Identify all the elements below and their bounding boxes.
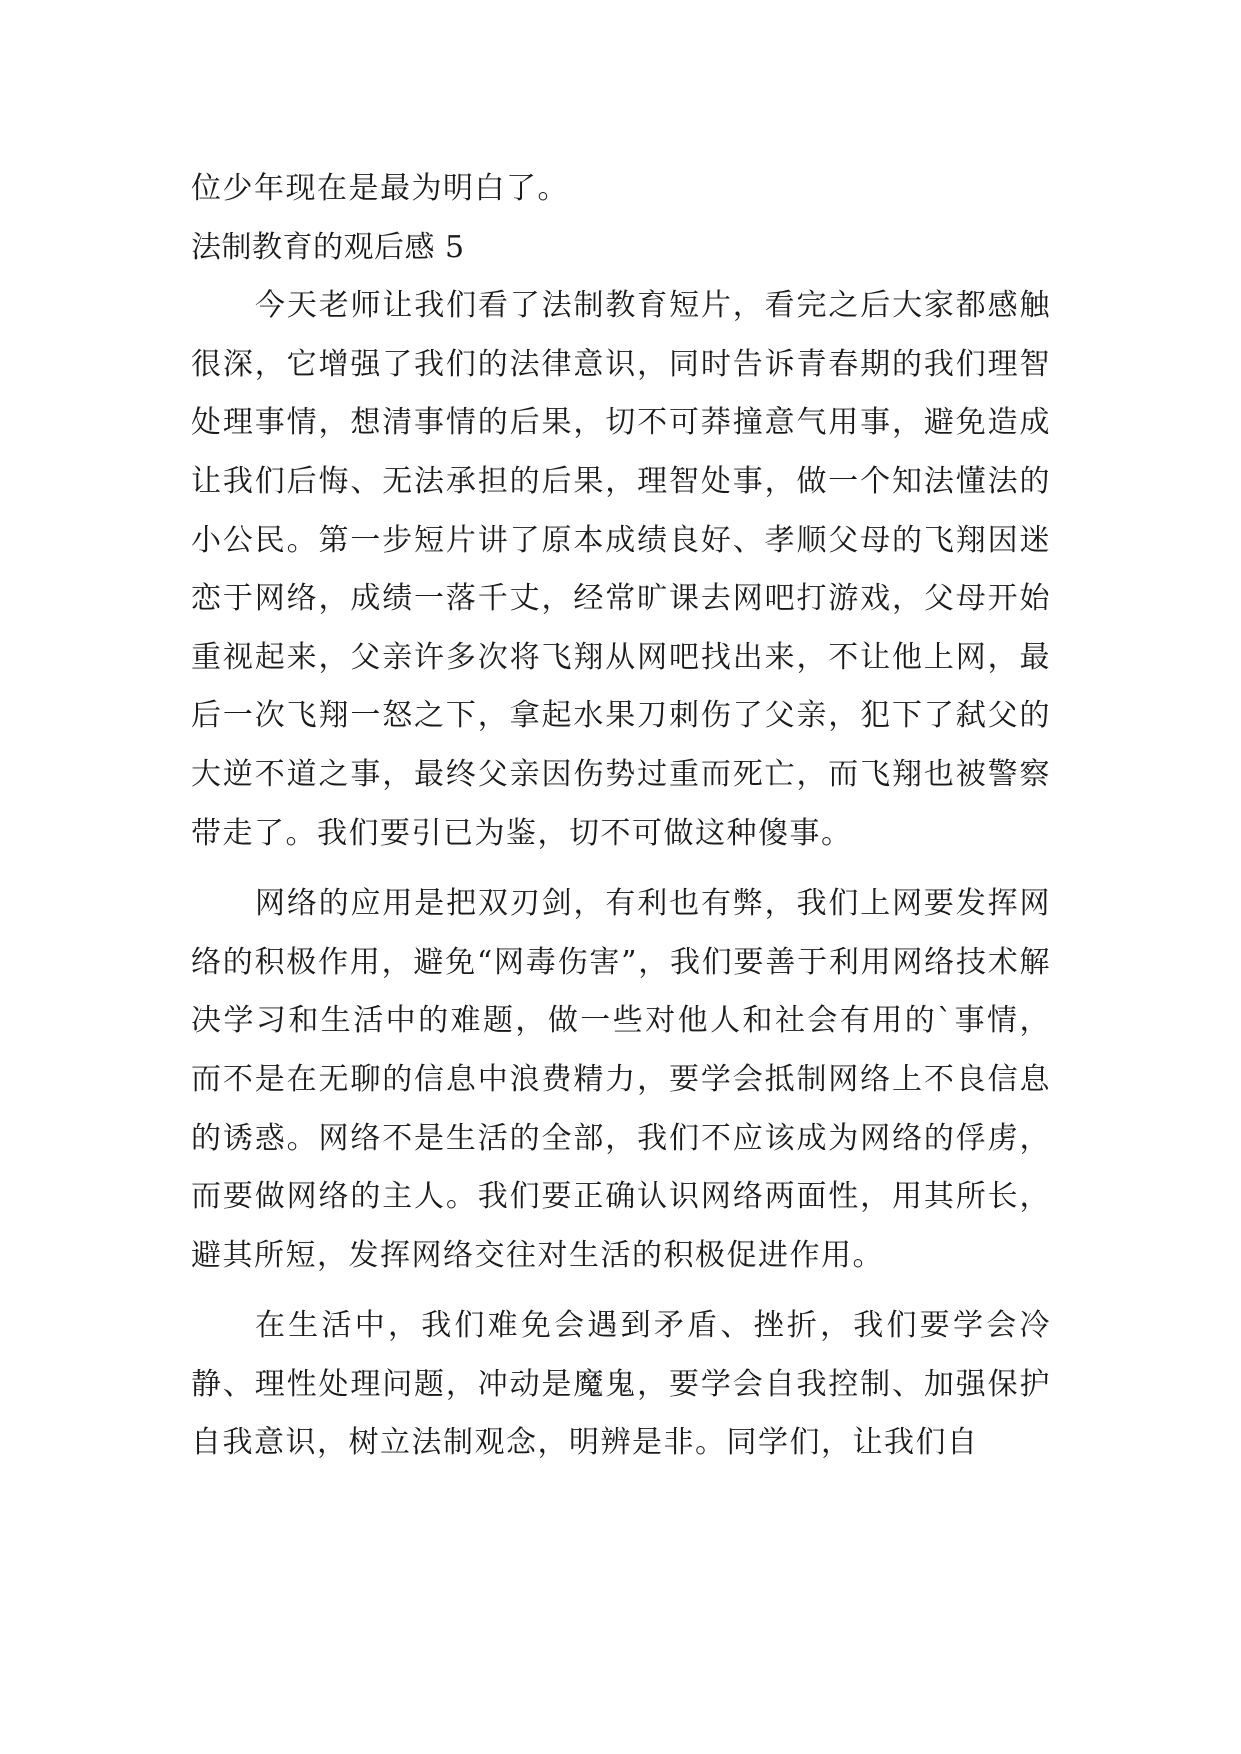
paragraph-3: 在生活中，我们难免会遇到矛盾、挫折，我们要学会冷静、理性处理问题，冲动是魔鬼，要学会自我控制、加强保护自我意识，树立法制观念，明辨是非。同学们，让我们自: [191, 1308, 1051, 1461]
continuation-text: 位少年现在是最为明白了。: [191, 171, 569, 206]
paragraph-2: 网络的应用是把双刃剑，有利也有弊，我们上网要发挥网络的积极作用，避免“网毒伤害”，我们要善于利用网络技术解决学习和生活中的难题，做一些对他人和社会有用的`事情，而不是在无聊的信息中浪费精力，要学会抵制网络上不良信息的诱惑。网络不是生活的全部，我们不应该成为网络的俘虏，而要做网络的主人。我们要正确认识网络两面性，用其所长，避其所短，发挥网络交往对生活的积极促进作用。: [191, 886, 1051, 1273]
section-heading: 法制教育的观后感 5: [191, 229, 465, 265]
document-body: [191, 160, 1051, 1473]
paragraph-1: 今天老师让我们看了法制教育短片，看完之后大家都感触很深，它增强了我们的法律意识，同时告诉青春期的我们理智处理事情，想清事情的后果，切不可莽撞意气用事，避免造成让我们后悔、无法承担的后果，理智处事，做一个知法懂法的小公民。第一步短片讲了原本成绩良好、孝顺父母的飞翔因迷恋于网络，成绩一落千丈，经常旷课去网吧打游戏，父母开始重视起来，父亲许多次将飞翔从网吧找出来，不让他上网，最后一次飞翔一怒之下，拿起水果刀刺伤了父亲，犯下了弑父的大逆不道之事，最终父亲因伤势过重而死亡，而飞翔也被警察带走了。我们要引已为鉴，切不可做这种傻事。: [191, 288, 1051, 851]
